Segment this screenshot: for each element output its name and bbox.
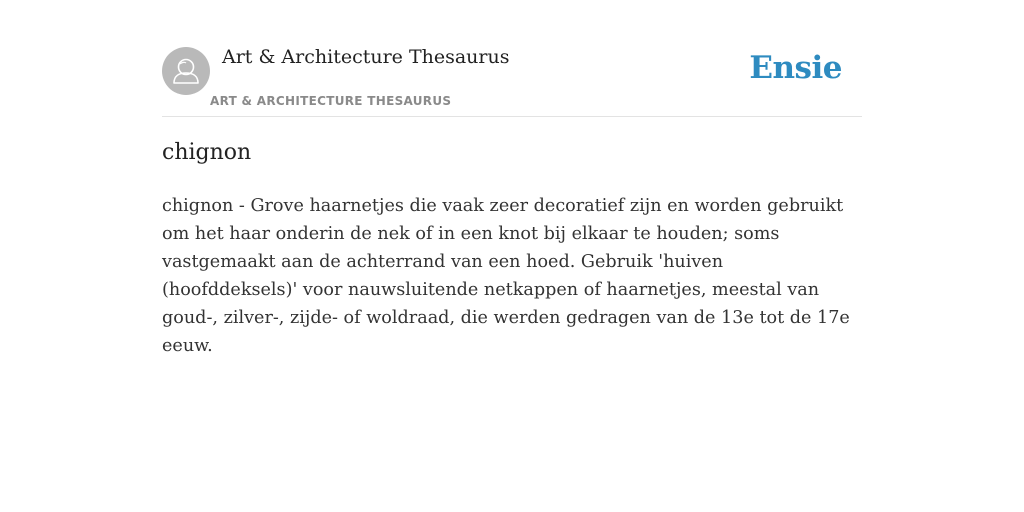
source-subtitle[interactable]: ART & ARCHITECTURE THESAURUS xyxy=(210,94,452,108)
term-title: chignon xyxy=(162,140,252,165)
source-header xyxy=(162,0,862,117)
definition-text: chignon - Grove haarnetjes die vaak zeer decoratief zijn en worden gebruikt om het haar onderin de nek of in een knot bij elkaar te houden; soms vastgemaakt aan de achterrand van een hoed. Gebruik 'huiven (hoofddeksels)' voor nauwsluitende netkappen of haarnetjes, meestal van goud-, zilver-, zijde- of woldraad, die werden gedragen van de 13e tot de 17e eeuw. xyxy=(162,196,850,356)
ensie-logo[interactable]: Ensie xyxy=(749,50,842,86)
source-title[interactable]: Art & Architecture Thesaurus xyxy=(222,46,510,68)
user-avatar-icon[interactable] xyxy=(162,47,210,95)
